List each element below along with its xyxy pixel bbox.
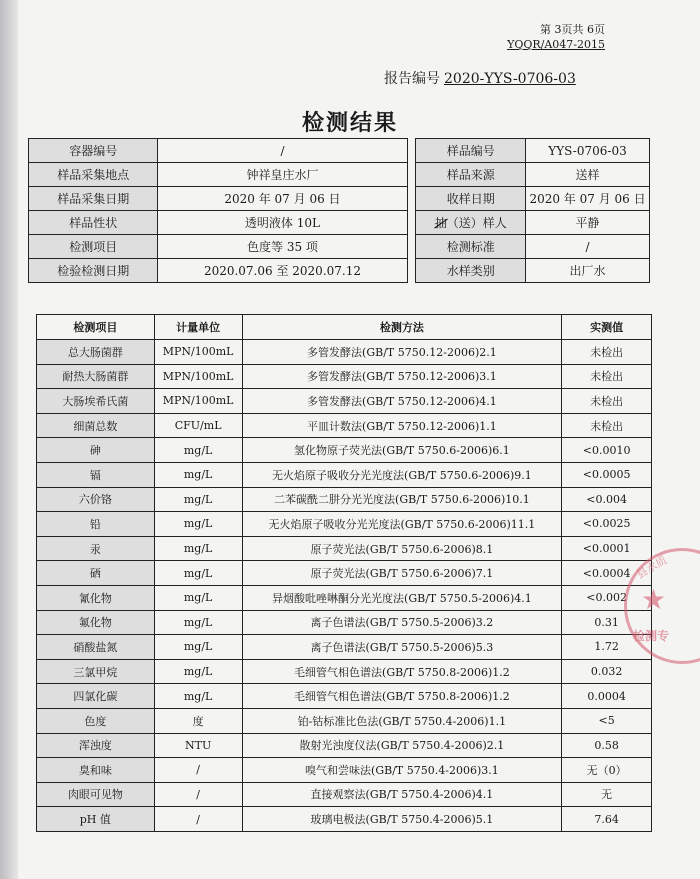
seal-top-text: 县水质	[634, 553, 670, 582]
sample-info-table	[28, 138, 650, 283]
header-value: 实测值	[562, 315, 652, 340]
result-unit: MPN/100mL	[154, 340, 242, 365]
result-item: pH 值	[37, 807, 155, 832]
result-unit: mg/L	[154, 438, 242, 463]
info-label: 收样日期	[416, 187, 526, 211]
result-item: 六价铬	[37, 487, 155, 512]
result-row	[37, 807, 652, 832]
result-row	[37, 708, 652, 733]
result-item: 四氯化碳	[37, 684, 155, 709]
result-method: 铂-钴标准比色法(GB/T 5750.4-2006)1.1	[242, 708, 562, 733]
result-item: 硝酸盐氮	[37, 635, 155, 660]
result-value: 无（0）	[562, 758, 652, 783]
result-value: <0.0001	[562, 536, 652, 561]
info-value: 平静	[526, 211, 650, 235]
result-row	[37, 487, 652, 512]
result-value: <5	[562, 708, 652, 733]
result-value: <0.0005	[562, 462, 652, 487]
result-value: 0.0004	[562, 684, 652, 709]
result-item: 大肠埃希氏菌	[37, 389, 155, 414]
result-method: 多管发酵法(GB/T 5750.12-2006)3.1	[242, 364, 562, 389]
result-value: 0.032	[562, 659, 652, 684]
info-value: 2020 年 07 月 06 日	[158, 187, 407, 211]
page-number: 第 3页共 6页	[540, 23, 605, 36]
info-value: /	[526, 235, 650, 259]
result-method: 二苯碳酰二肼分光光度法(GB/T 5750.6-2006)10.1	[242, 487, 562, 512]
result-row	[37, 585, 652, 610]
result-value: <0.0004	[562, 561, 652, 586]
result-item: 总大肠菌群	[37, 340, 155, 365]
result-value: <0.0025	[562, 512, 652, 537]
result-method: 原子荧光法(GB/T 5750.6-2006)8.1	[242, 536, 562, 561]
info-label: 样品性状	[29, 211, 158, 235]
result-method: 无火焰原子吸收分光光度法(GB/T 5750.6-2006)11.1	[242, 512, 562, 537]
result-row	[37, 536, 652, 561]
seal-star-icon: ★	[641, 583, 667, 616]
result-item: 硒	[37, 561, 155, 586]
crossed-out-char: 抽	[434, 216, 447, 230]
info-label: 容器编号	[29, 139, 158, 163]
result-item: 细菌总数	[37, 413, 155, 438]
result-item: 色度	[37, 708, 155, 733]
result-method: 平皿计数法(GB/T 5750.12-2006)1.1	[242, 413, 562, 438]
result-row	[37, 364, 652, 389]
result-unit: NTU	[154, 733, 242, 758]
result-item: 臭和味	[37, 758, 155, 783]
result-method: 多管发酵法(GB/T 5750.12-2006)4.1	[242, 389, 562, 414]
info-gap	[407, 235, 416, 259]
result-unit: mg/L	[154, 585, 242, 610]
page-title: 检测结果	[301, 110, 398, 136]
result-method: 多管发酵法(GB/T 5750.12-2006)2.1	[242, 340, 562, 365]
result-method: 无火焰原子吸收分光光度法(GB/T 5750.6-2006)9.1	[242, 462, 562, 487]
result-unit: mg/L	[154, 610, 242, 635]
result-item: 三氯甲烷	[37, 659, 155, 684]
result-item: 浑浊度	[37, 733, 155, 758]
info-value: 2020 年 07 月 06 日	[526, 187, 650, 211]
result-row	[37, 782, 652, 807]
result-unit: CFU/mL	[154, 413, 242, 438]
result-row	[37, 512, 652, 537]
info-label: 样品采集地点	[29, 163, 158, 187]
info-value: 2020.07.06 至 2020.07.12	[158, 259, 407, 283]
info-label: 检验检测日期	[29, 259, 158, 283]
result-row	[37, 758, 652, 783]
page-header	[507, 22, 605, 52]
result-method: 原子荧光法(GB/T 5750.6-2006)7.1	[242, 561, 562, 586]
results-header-row	[37, 315, 652, 340]
result-method: 离子色谱法(GB/T 5750.5-2006)3.2	[242, 610, 562, 635]
result-value: 未检出	[562, 364, 652, 389]
report-number-label: 报告编号	[384, 71, 440, 87]
result-value: <0.0010	[562, 438, 652, 463]
result-row	[37, 635, 652, 660]
result-value: 0.58	[562, 733, 652, 758]
result-item: 氰化物	[37, 585, 155, 610]
result-unit: /	[154, 758, 242, 783]
result-value: 7.64	[562, 807, 652, 832]
result-row	[37, 561, 652, 586]
info-value: 透明液体 10L	[158, 211, 407, 235]
result-unit: mg/L	[154, 659, 242, 684]
info-row	[29, 235, 650, 259]
info-value: /	[158, 139, 407, 163]
result-row	[37, 733, 652, 758]
info-gap	[407, 139, 416, 163]
result-row	[37, 659, 652, 684]
result-unit: mg/L	[154, 487, 242, 512]
info-label: 样品来源	[416, 163, 526, 187]
result-value: 无	[562, 782, 652, 807]
result-method: 毛细管气相色谱法(GB/T 5750.8-2006)1.2	[242, 684, 562, 709]
report-number-value: 2020-YYS-0706-03	[444, 71, 576, 87]
info-row	[29, 163, 650, 187]
result-unit: 度	[154, 708, 242, 733]
result-unit: mg/L	[154, 635, 242, 660]
result-value: 未检出	[562, 340, 652, 365]
result-method: 异烟酸吡唑啉酮分光光度法(GB/T 5750.5-2006)4.1	[242, 585, 562, 610]
result-row	[37, 462, 652, 487]
info-label: 检测项目	[29, 235, 158, 259]
result-item: 砷	[37, 438, 155, 463]
info-row	[29, 187, 650, 211]
info-gap	[407, 259, 416, 283]
result-unit: /	[154, 807, 242, 832]
document-code: YQQR/A047-2015	[507, 38, 605, 51]
result-method: 玻璃电极法(GB/T 5750.4-2006)5.1	[242, 807, 562, 832]
info-row	[29, 259, 650, 283]
header-item: 检测项目	[37, 315, 155, 340]
info-label: 样品编号	[416, 139, 526, 163]
info-gap	[407, 211, 416, 235]
result-unit: MPN/100mL	[154, 389, 242, 414]
header-method: 检测方法	[242, 315, 562, 340]
result-unit: mg/L	[154, 561, 242, 586]
info-value: 出厂水	[526, 259, 650, 283]
info-value: 钟祥皇庄水厂	[158, 163, 407, 187]
result-unit: MPN/100mL	[154, 364, 242, 389]
sampler-label-rest: （送）样人	[446, 216, 507, 230]
result-unit: mg/L	[154, 684, 242, 709]
report-number-line	[384, 68, 576, 88]
seal-bottom-text: 检测专	[633, 629, 670, 643]
result-value: <0.004	[562, 487, 652, 512]
result-value: 0.31	[562, 610, 652, 635]
result-item: 汞	[37, 536, 155, 561]
result-unit: /	[154, 782, 242, 807]
result-item: 铅	[37, 512, 155, 537]
result-method: 离子色谱法(GB/T 5750.5-2006)5.3	[242, 635, 562, 660]
result-unit: mg/L	[154, 512, 242, 537]
result-unit: mg/L	[154, 462, 242, 487]
result-item: 氟化物	[37, 610, 155, 635]
result-method: 氢化物原子荧光法(GB/T 5750.6-2006)6.1	[242, 438, 562, 463]
info-value: YYS-0706-03	[526, 139, 650, 163]
result-item: 耐热大肠菌群	[37, 364, 155, 389]
info-label	[416, 211, 526, 235]
result-unit: mg/L	[154, 536, 242, 561]
info-label: 检测标准	[416, 235, 526, 259]
result-method: 毛细管气相色谱法(GB/T 5750.8-2006)1.2	[242, 659, 562, 684]
info-label: 水样类别	[416, 259, 526, 283]
result-row	[37, 438, 652, 463]
result-value: 1.72	[562, 635, 652, 660]
info-gap	[407, 163, 416, 187]
result-method: 散射光浊度仪法(GB/T 5750.4-2006)2.1	[242, 733, 562, 758]
result-row	[37, 413, 652, 438]
result-value: 未检出	[562, 389, 652, 414]
result-value: <0.002	[562, 585, 652, 610]
result-row	[37, 340, 652, 365]
info-value: 送样	[526, 163, 650, 187]
header-unit: 计量单位	[154, 315, 242, 340]
result-method: 嗅气和尝味法(GB/T 5750.4-2006)3.1	[242, 758, 562, 783]
info-gap	[407, 187, 416, 211]
result-method: 直接观察法(GB/T 5750.4-2006)4.1	[242, 782, 562, 807]
info-value: 色度等 35 项	[158, 235, 407, 259]
info-row	[29, 139, 650, 163]
result-row	[37, 389, 652, 414]
result-row	[37, 610, 652, 635]
result-item: 肉眼可见物	[37, 782, 155, 807]
result-item: 镉	[37, 462, 155, 487]
result-value: 未检出	[562, 413, 652, 438]
result-row	[37, 684, 652, 709]
info-label: 样品采集日期	[29, 187, 158, 211]
results-table	[36, 314, 652, 832]
info-row	[29, 211, 650, 235]
